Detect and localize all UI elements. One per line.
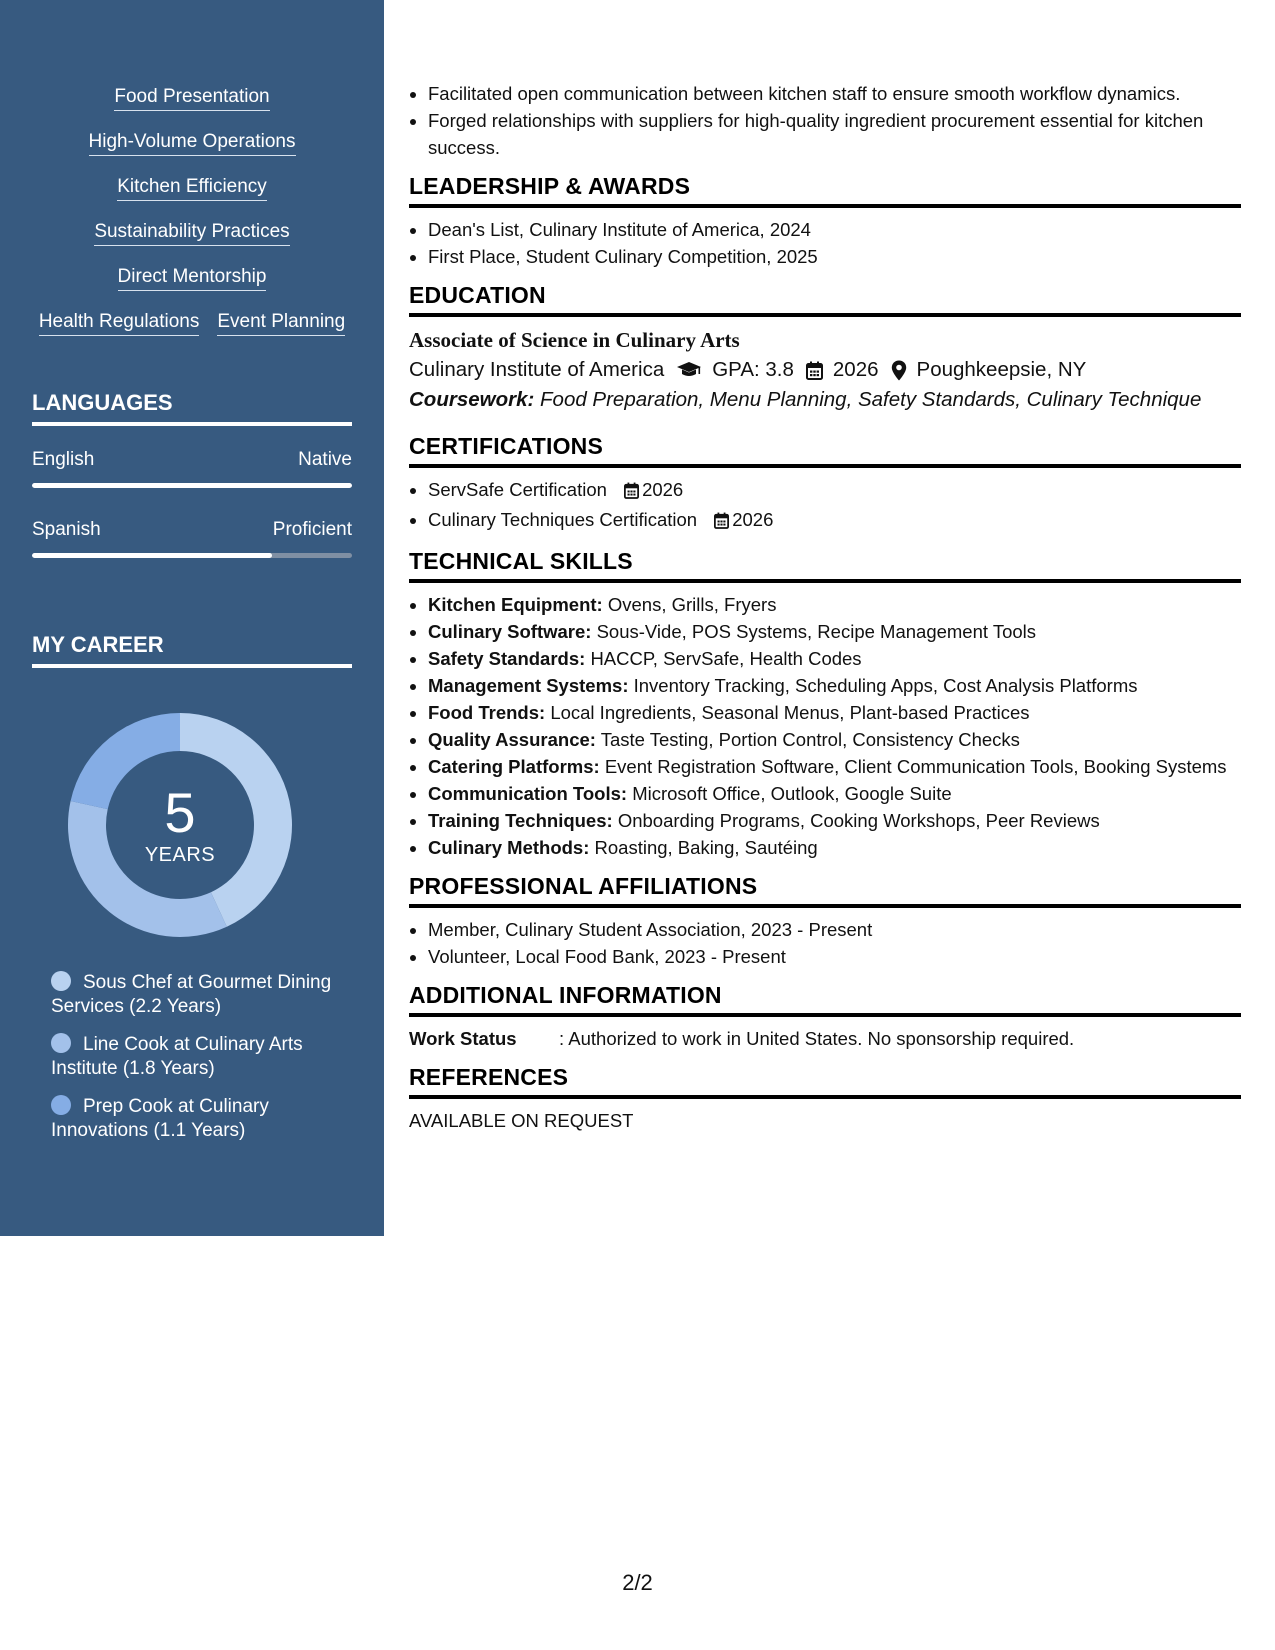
education-school: Culinary Institute of America <box>409 358 665 381</box>
career-item-text: Line Cook at Culinary Arts Institute (1.8 Years) <box>51 1034 303 1079</box>
technical-skill-values: Microsoft Office, Outlook, Google Suite <box>632 783 952 804</box>
language-name: English <box>32 449 95 470</box>
technical-skills-heading: TECHNICAL SKILLS <box>409 548 1241 583</box>
references-text: AVAILABLE ON REQUEST <box>409 1110 634 1131</box>
certification-item <box>428 476 1241 506</box>
education-coursework <box>409 385 1241 415</box>
language-proficiency-bar <box>32 553 352 558</box>
education-details <box>409 355 1241 385</box>
location-pin-icon <box>891 360 907 381</box>
education-location: Poughkeepsie, NY <box>916 358 1087 381</box>
skill-row <box>0 221 384 266</box>
career-bullet-icon <box>51 1095 71 1115</box>
skill-row <box>0 131 384 176</box>
language-proficiency-bar <box>32 483 352 488</box>
skill-row <box>0 86 384 131</box>
technical-skill-category: Safety Standards: <box>428 648 586 669</box>
education-year: 2026 <box>832 358 879 381</box>
technical-skill-item <box>428 780 1241 807</box>
technical-skill-item <box>428 699 1241 726</box>
career-bullet-icon <box>51 971 71 991</box>
technical-skill-values: Local Ingredients, Seasonal Menus, Plant-based Practices <box>550 702 1030 723</box>
certifications-heading: CERTIFICATIONS <box>409 433 1241 468</box>
work-status-row <box>409 1025 1241 1052</box>
experience-bullet: • Forged relationships with suppliers for high-quality ingredient procurement essential for kitchen success. <box>428 107 1241 161</box>
skill-row <box>0 266 384 311</box>
sidebar <box>0 0 384 1236</box>
leadership-heading: LEADERSHIP & AWARDS <box>409 173 1241 208</box>
languages-heading: LANGUAGES <box>32 390 352 426</box>
technical-skill-category: Quality Assurance: <box>428 729 596 750</box>
career-item <box>51 971 351 1019</box>
technical-skill-category: Food Trends: <box>428 702 546 723</box>
skill-tag: Health Regulations <box>39 311 200 336</box>
additional-info-heading: ADDITIONAL INFORMATION <box>409 982 1241 1017</box>
career-bullet-icon <box>51 1033 71 1053</box>
work-status-value: : Authorized to work in United States. No sponsorship required. <box>559 1028 1075 1049</box>
language-english <box>32 448 352 488</box>
skill-row <box>0 311 384 356</box>
technical-skill-values: Onboarding Programs, Cooking Workshops, Peer Reviews <box>617 810 1100 831</box>
technical-skill-item <box>428 834 1241 861</box>
technical-skill-item <box>428 726 1241 753</box>
career-item <box>51 1033 351 1081</box>
language-proficiency-fill <box>32 483 352 488</box>
language-spanish <box>32 518 352 558</box>
skill-row <box>0 176 384 221</box>
work-status-label: Work Status <box>409 1028 517 1049</box>
leadership-item: • Dean's List, Culinary Institute of America, 2024 <box>428 216 1241 243</box>
technical-skill-category: Training Techniques: <box>428 810 613 831</box>
certification-item <box>428 506 1241 536</box>
technical-skill-item <box>428 753 1241 780</box>
technical-skills-list <box>409 591 1241 861</box>
certification-name: ServSafe Certification <box>428 479 607 500</box>
education-degree: Associate of Science in Culinary Arts <box>409 328 740 352</box>
calendar-icon <box>806 361 823 380</box>
technical-skill-item <box>428 672 1241 699</box>
technical-skill-category: Communication Tools: <box>428 783 628 804</box>
calendar-icon <box>624 479 639 506</box>
coursework-list: Food Preparation, Menu Planning, Safety Standards, Culinary Technique <box>540 388 1202 411</box>
career-years-label: YEARS <box>144 844 216 866</box>
career-donut-chart <box>66 711 294 939</box>
affiliations-list <box>409 916 1241 970</box>
leadership-list <box>409 216 1241 270</box>
main-content <box>409 80 1241 1134</box>
technical-skill-values: HACCP, ServSafe, Health Codes <box>590 648 862 669</box>
technical-skill-category: Catering Platforms: <box>428 756 600 777</box>
career-heading: MY CAREER <box>32 632 352 668</box>
language-name: Spanish <box>32 519 101 540</box>
references-heading: REFERENCES <box>409 1064 1241 1099</box>
calendar-icon <box>714 509 729 536</box>
experience-bullets <box>409 80 1241 161</box>
certification-name: Culinary Techniques Certification <box>428 509 698 530</box>
skill-tag: Event Planning <box>217 311 345 336</box>
technical-skill-item <box>428 807 1241 834</box>
education-heading: EDUCATION <box>409 282 1241 317</box>
technical-skill-item <box>428 645 1241 672</box>
career-list <box>51 971 351 1157</box>
technical-skill-item <box>428 591 1241 618</box>
language-level: Proficient <box>272 519 352 540</box>
skills-list <box>0 86 384 356</box>
page-number: 2/2 <box>622 1570 653 1595</box>
technical-skill-values: Ovens, Grills, Fryers <box>607 594 777 615</box>
technical-skill-category: Culinary Software: <box>428 621 592 642</box>
certifications-list <box>409 476 1241 536</box>
language-proficiency-fill <box>32 553 272 558</box>
technical-skill-values: Event Registration Software, Client Communication Tools, Booking Systems <box>604 756 1227 777</box>
career-item-text: Prep Cook at Culinary Innovations (1.1 Years) <box>51 1096 269 1141</box>
skill-tag: Direct Mentorship <box>118 266 267 291</box>
skill-tag: High-Volume Operations <box>89 131 296 156</box>
technical-skill-values: Roasting, Baking, Sautéing <box>594 837 818 858</box>
technical-skill-values: Taste Testing, Portion Control, Consistency Checks <box>600 729 1020 750</box>
skill-tag: Food Presentation <box>114 86 269 111</box>
experience-bullet: • Facilitated open communication between kitchen staff to ensure smooth workflow dynamics. <box>428 80 1241 107</box>
career-item-text: Sous Chef at Gourmet Dining Services (2.2 Years) <box>51 972 332 1017</box>
career-item <box>51 1095 351 1143</box>
skill-tag: Kitchen Efficiency <box>117 176 267 201</box>
technical-skill-values: Sous-Vide, POS Systems, Recipe Management Tools <box>596 621 1037 642</box>
career-total-years: 5 <box>164 781 196 844</box>
coursework-label: Coursework: <box>409 388 535 411</box>
graduation-cap-icon <box>676 361 702 379</box>
affiliation-item: • Volunteer, Local Food Bank, 2023 - Present <box>428 943 1241 970</box>
education-gpa: GPA: 3.8 <box>712 358 794 381</box>
certification-year: 2026 <box>732 509 774 530</box>
language-level: Native <box>298 449 352 470</box>
technical-skill-category: Kitchen Equipment: <box>428 594 603 615</box>
technical-skill-category: Culinary Methods: <box>428 837 590 858</box>
leadership-item: • First Place, Student Culinary Competition, 2025 <box>428 243 1241 270</box>
affiliations-heading: PROFESSIONAL AFFILIATIONS <box>409 873 1241 908</box>
skill-tag: Sustainability Practices <box>94 221 289 246</box>
technical-skill-values: Inventory Tracking, Scheduling Apps, Cost Analysis Platforms <box>633 675 1138 696</box>
technical-skill-category: Management Systems: <box>428 675 629 696</box>
affiliation-item: • Member, Culinary Student Association, 2023 - Present <box>428 916 1241 943</box>
certification-year: 2026 <box>642 479 684 500</box>
technical-skill-item <box>428 618 1241 645</box>
